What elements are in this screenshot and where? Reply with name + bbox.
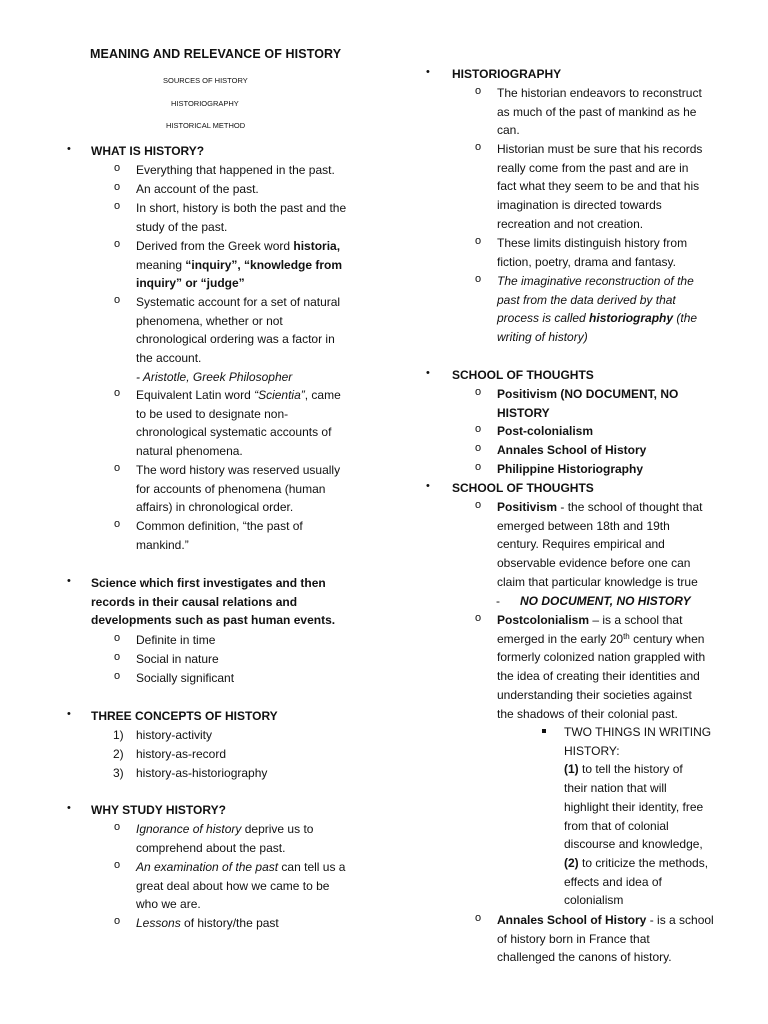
bullet-icon: • (67, 802, 71, 814)
circle-bullet-icon: o (114, 821, 121, 833)
heading-three-concepts: THREE CONCEPTS OF HISTORY (91, 709, 278, 723)
term-judge: inquiry” or “judge” (136, 276, 245, 291)
text: - is a school (646, 913, 714, 927)
list-item: history-as-record (136, 747, 227, 761)
marker: (2) (564, 855, 579, 870)
list-item (136, 914, 279, 933)
subtitle-historiography: HISTORIOGRAPHY (171, 99, 239, 108)
list-item: Definite in time (136, 633, 216, 647)
line: HISTORY (497, 405, 550, 420)
text: to criticize the methods, (578, 855, 709, 870)
line: great deal about how we came to be (136, 878, 330, 893)
line: their nation that will (564, 781, 667, 796)
list-item-postcolonialism (497, 611, 705, 723)
line: the account. (136, 351, 202, 366)
line: TWO THINGS IN WRITING (564, 725, 712, 739)
heading-school-of-thoughts: SCHOOL OF THOUGHTS (452, 481, 594, 495)
circle-bullet-icon: o (114, 238, 121, 250)
line: really come from the past and are in (497, 160, 689, 175)
list-item (136, 199, 346, 236)
circle-bullet-icon: o (114, 387, 121, 399)
text: can tell us a (278, 860, 346, 874)
text: Derived from the Greek word (136, 239, 294, 253)
bullet-icon: • (426, 367, 430, 379)
term-scientia: “Scientia” (254, 388, 305, 402)
circle-bullet-icon: o (114, 200, 121, 212)
term-positivism: Positivism (497, 500, 558, 514)
line: challenged the canons of history. (497, 950, 672, 965)
bullet-icon: • (426, 66, 430, 78)
line: natural phenomena. (136, 444, 243, 459)
list-item: Social in nature (136, 652, 219, 666)
circle-bullet-icon: o (475, 912, 482, 924)
list-item-annales (497, 911, 714, 967)
line: imagination is directed towards (497, 198, 662, 213)
line: comprehend about the past. (136, 840, 286, 855)
list-item (497, 84, 702, 140)
line: colonialism (564, 893, 624, 908)
term-historiography: historiography (589, 311, 674, 326)
list-item (497, 385, 678, 422)
line: the shadows of their colonial past. (497, 706, 678, 721)
circle-bullet-icon: o (114, 294, 121, 306)
line: the idea of creating their identities and (497, 669, 700, 684)
line: for accounts of phenomena (human (136, 481, 326, 496)
line: Systematic account for a set of natural (136, 295, 341, 309)
line: fiction, poetry, drama and fantasy. (497, 254, 676, 269)
line: to be used to designate non- (136, 406, 289, 421)
subtitle-method: HISTORICAL METHOD (166, 121, 246, 130)
circle-bullet-icon: o (114, 518, 121, 530)
bullet-icon: • (67, 143, 71, 155)
list-item: An account of the past. (136, 182, 259, 196)
list-item (136, 293, 340, 387)
list-item (136, 858, 345, 914)
line: discourse and knowledge, (564, 837, 703, 852)
circle-bullet-icon: o (475, 499, 482, 511)
line: chronological systematic accounts of (136, 425, 332, 440)
line: Historian must be sure that his records (497, 142, 703, 156)
dash-bullet-icon: - (496, 594, 500, 608)
term-postcolonialism: Postcolonialism (497, 613, 590, 627)
line: chronological ordering was a factor in (136, 332, 335, 347)
circle-bullet-icon: o (475, 235, 482, 247)
document-title: MEANING AND RELEVANCE OF HISTORY (90, 47, 342, 61)
list-item: Philippine Historiography (497, 462, 644, 476)
list-number: 1) (113, 728, 124, 742)
list-item: Socially significant (136, 671, 235, 685)
list-item (497, 272, 697, 347)
line: can. (497, 123, 520, 138)
line: phenomena, whether or not (136, 313, 283, 328)
list-number: 2) (113, 747, 124, 761)
line: developments such as past human events. (91, 613, 336, 628)
text: – is a school that (589, 613, 683, 627)
line: emerged between 18th and 19th (497, 518, 670, 533)
line: of history born in France that (497, 931, 650, 946)
circle-bullet-icon: o (114, 859, 121, 871)
line: writing of history) (497, 330, 588, 345)
list-item: Annales School of History (497, 443, 647, 457)
science-definition (91, 574, 335, 630)
subtitle-sources: SOURCES OF HISTORY (163, 76, 248, 85)
line: records in their causal relations and (91, 594, 298, 609)
bullet-icon: • (426, 480, 430, 492)
list-item (136, 237, 342, 293)
list-item (497, 140, 702, 234)
circle-bullet-icon: o (114, 181, 121, 193)
line: The imaginative reconstruction of the (497, 274, 694, 288)
circle-bullet-icon: o (475, 386, 482, 398)
text: (the (673, 311, 698, 326)
line: observable evidence before one can (497, 556, 691, 571)
list-item (136, 820, 313, 857)
list-item: Everything that happened in the past. (136, 163, 335, 177)
bullet-icon: • (67, 708, 71, 720)
heading-school-of-thoughts: SCHOOL OF THOUGHTS (452, 368, 594, 382)
line: study of the past. (136, 219, 228, 234)
line: mankind.” (136, 537, 189, 552)
circle-bullet-icon: o (475, 85, 482, 97)
list-item-positivism (497, 498, 702, 592)
line: who we are. (136, 897, 201, 912)
line: The word history was reserved usually (136, 463, 341, 477)
heading-historiography: HISTORIOGRAPHY (452, 67, 562, 81)
line: recreation and not creation. (497, 216, 644, 231)
circle-bullet-icon: o (475, 141, 482, 153)
line: These limits distinguish history from (497, 236, 688, 250)
text: , came (304, 388, 341, 402)
term: Lessons (136, 916, 181, 930)
term: An examination of the past (136, 860, 279, 874)
heading-why-study: WHY STUDY HISTORY? (91, 803, 226, 817)
list-item (136, 461, 340, 517)
line: The historian endeavors to reconstruct (497, 86, 702, 100)
list-item (497, 234, 687, 271)
line: effects and idea of (564, 874, 662, 889)
circle-bullet-icon: o (114, 462, 121, 474)
circle-bullet-icon: o (475, 442, 482, 454)
list-item: Post-colonialism (497, 424, 594, 438)
text: Equivalent Latin word (136, 388, 255, 402)
term-historia: historia, (293, 239, 341, 253)
text: of history/the past (180, 916, 279, 930)
list-item (136, 386, 341, 461)
circle-bullet-icon: o (475, 423, 482, 435)
attribution: - Aristotle, Greek Philosopher (136, 369, 293, 384)
line: claim that particular knowledge is true (497, 574, 698, 589)
line: past from the data derived by that (497, 292, 676, 307)
line: Science which first investigates and then (91, 576, 326, 590)
circle-bullet-icon: o (475, 461, 482, 473)
line: century. Requires empirical and (497, 537, 665, 552)
text: - the school of thought that (557, 500, 703, 514)
text: deprive us to (241, 822, 314, 836)
line: Positivism (NO DOCUMENT, NO (497, 387, 679, 401)
line: formerly colonized nation grappled with (497, 650, 706, 665)
line: as much of the past of mankind as he (497, 104, 697, 119)
term-inquiry: “inquiry”, “knowledge from (185, 257, 343, 272)
line: highlight their identity, free (564, 799, 704, 814)
line: fact what they seem to be and that his (497, 179, 700, 194)
circle-bullet-icon: o (114, 651, 121, 663)
text: process is called (497, 311, 590, 326)
text: to tell the history of (578, 762, 683, 777)
line: In short, history is both the past and the (136, 201, 347, 215)
circle-bullet-icon: o (475, 273, 482, 285)
circle-bullet-icon: o (114, 632, 121, 644)
line: Common definition, “the past of (136, 519, 303, 533)
bullet-icon: • (67, 575, 71, 587)
square-bullet-icon (542, 729, 546, 733)
circle-bullet-icon: o (475, 612, 482, 624)
superscript: th (623, 631, 630, 641)
term-annales: Annales School of History (497, 913, 647, 927)
term: Ignorance of history (136, 822, 242, 836)
line: HISTORY: (564, 743, 620, 758)
circle-bullet-icon: o (114, 162, 121, 174)
text: century when (629, 631, 705, 646)
no-document-no-history: NO DOCUMENT, NO HISTORY (520, 594, 691, 608)
line: from that of colonial (564, 818, 669, 833)
marker: (1) (564, 762, 579, 777)
list-item (136, 517, 303, 554)
heading-what-is-history: WHAT IS HISTORY? (91, 144, 205, 158)
text: meaning (136, 257, 186, 272)
list-item: history-as-historiography (136, 766, 268, 780)
circle-bullet-icon: o (114, 915, 121, 927)
text: emerged in the early 20 (497, 631, 624, 646)
circle-bullet-icon: o (114, 670, 121, 682)
list-item: history-activity (136, 728, 213, 742)
line: affairs) in chronological order. (136, 500, 294, 515)
list-number: 3) (113, 766, 124, 780)
two-things-in-writing-history (564, 723, 711, 910)
line: understanding their societies against (497, 687, 692, 702)
